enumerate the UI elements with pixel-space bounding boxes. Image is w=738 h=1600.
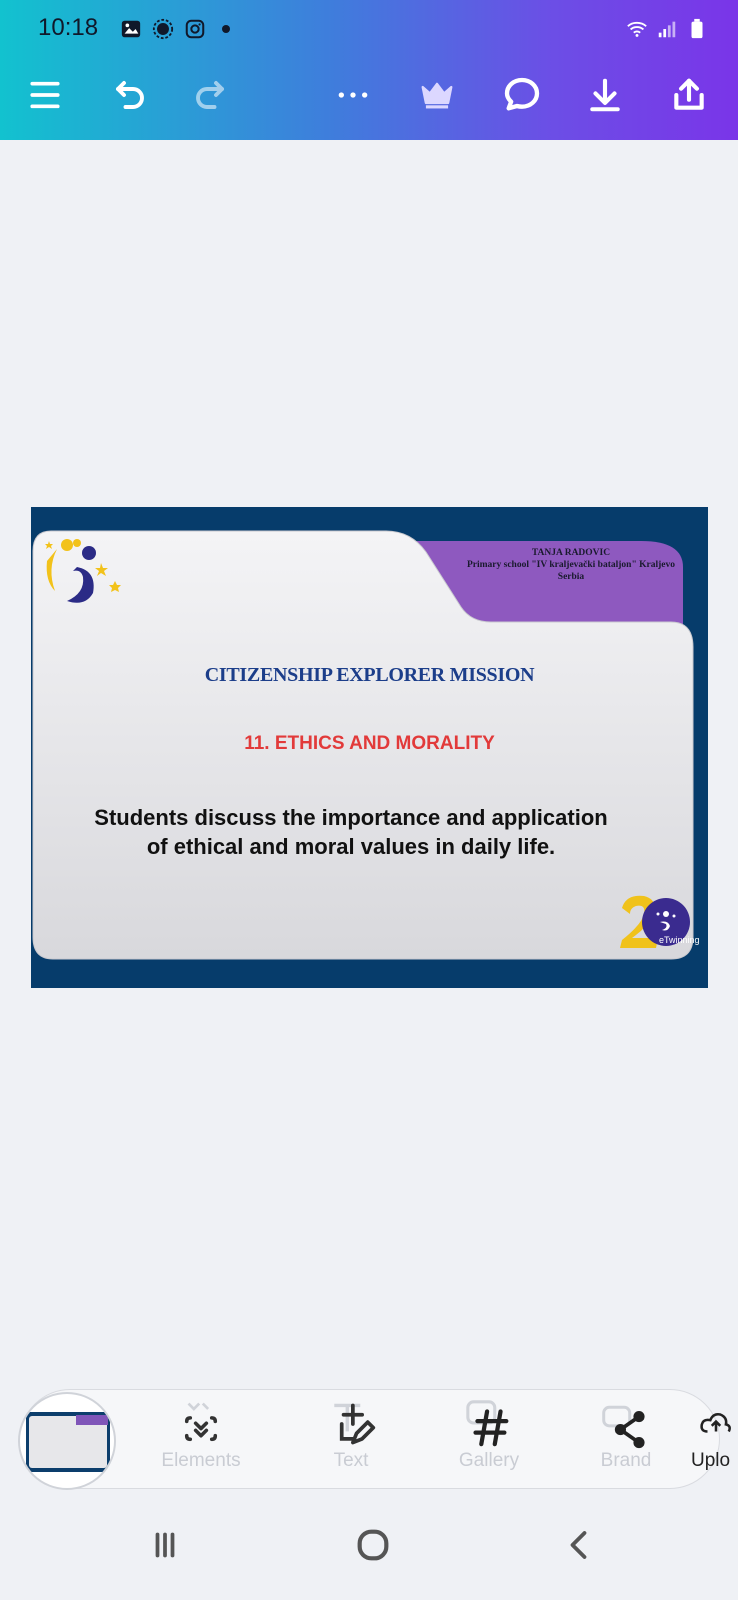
home-button[interactable] [338,1520,408,1570]
text-icon [326,1398,376,1450]
status-time: 10:18 [38,14,99,41]
menu-button[interactable] [20,70,70,120]
gallery-notification-icon [120,18,142,40]
slide-body-line: Students discuss the importance and application [94,805,608,830]
thumbnail-author-band [76,1415,108,1425]
crown-icon [418,76,456,114]
bottom-tool-bar [20,1389,731,1489]
author-info [431,547,708,583]
status-system-icons [626,18,708,40]
home-icon [353,1525,393,1565]
author-name: TANJA RADOVIC [531,548,611,558]
app-header [0,0,738,140]
recent-apps-button[interactable] [130,1520,200,1570]
text-label: Text [333,1450,369,1471]
page-thumbnail-preview [26,1412,110,1472]
back-icon [562,1527,598,1563]
comment-button[interactable] [497,70,547,120]
share-button[interactable] [664,70,714,120]
status-notification-icons [120,18,230,40]
gallery-label: Gallery [458,1450,520,1471]
instagram-icon [184,18,206,40]
comment-icon [502,75,542,115]
page-thumbnail[interactable] [18,1392,116,1490]
download-icon [586,76,624,114]
redo-button[interactable] [185,70,235,120]
slide-subtitle[interactable]: 11. ETHICS AND MORALITY [244,733,495,754]
slide-body-text[interactable] [71,803,631,861]
undo-button[interactable] [105,70,155,120]
brand-tab[interactable] [571,1390,681,1490]
text-tab[interactable] [296,1390,406,1490]
brand-label: Brand [600,1450,652,1471]
uploads-label: Uplo [691,1450,731,1471]
system-navigation-bar [0,1480,738,1600]
back-button[interactable] [545,1520,615,1570]
premium-button[interactable] [412,70,462,120]
menu-icon [28,78,62,112]
undo-icon [112,77,148,113]
uploads-tab[interactable] [671,1390,738,1490]
gallery-hashtag-icon [464,1396,514,1450]
brand-share-icon [597,1398,655,1450]
author-school: Primary school "IV kraljevački bataljon" Kraljevo [466,560,675,570]
signal-app-icon [152,18,174,40]
wifi-icon [626,18,648,40]
recent-apps-icon [147,1527,183,1563]
download-button[interactable] [580,70,630,120]
upload-cloud-icon [699,1408,733,1438]
redo-icon [192,77,228,113]
editor-toolbar [0,70,738,120]
gallery-tab[interactable] [434,1390,544,1490]
project-logo-icon [37,531,127,611]
notification-dot-icon [222,25,230,33]
more-dots-icon [333,75,373,115]
share-upload-icon [670,76,708,114]
elements-label: Elements [161,1450,241,1471]
battery-icon [686,18,708,40]
more-options-button[interactable] [328,70,378,120]
cell-signal-icon [656,18,678,40]
elements-tab[interactable] [146,1390,256,1490]
slide-body-line: of ethical and moral values in daily life. [146,834,556,859]
author-country: Serbia [557,572,585,582]
etwinning-label: eTwinning [659,935,700,945]
elements-icon [179,1400,223,1450]
slide-canvas[interactable] [31,507,708,988]
slide-title[interactable]: CITIZENSHIP EXPLORER MISSION [204,664,535,686]
